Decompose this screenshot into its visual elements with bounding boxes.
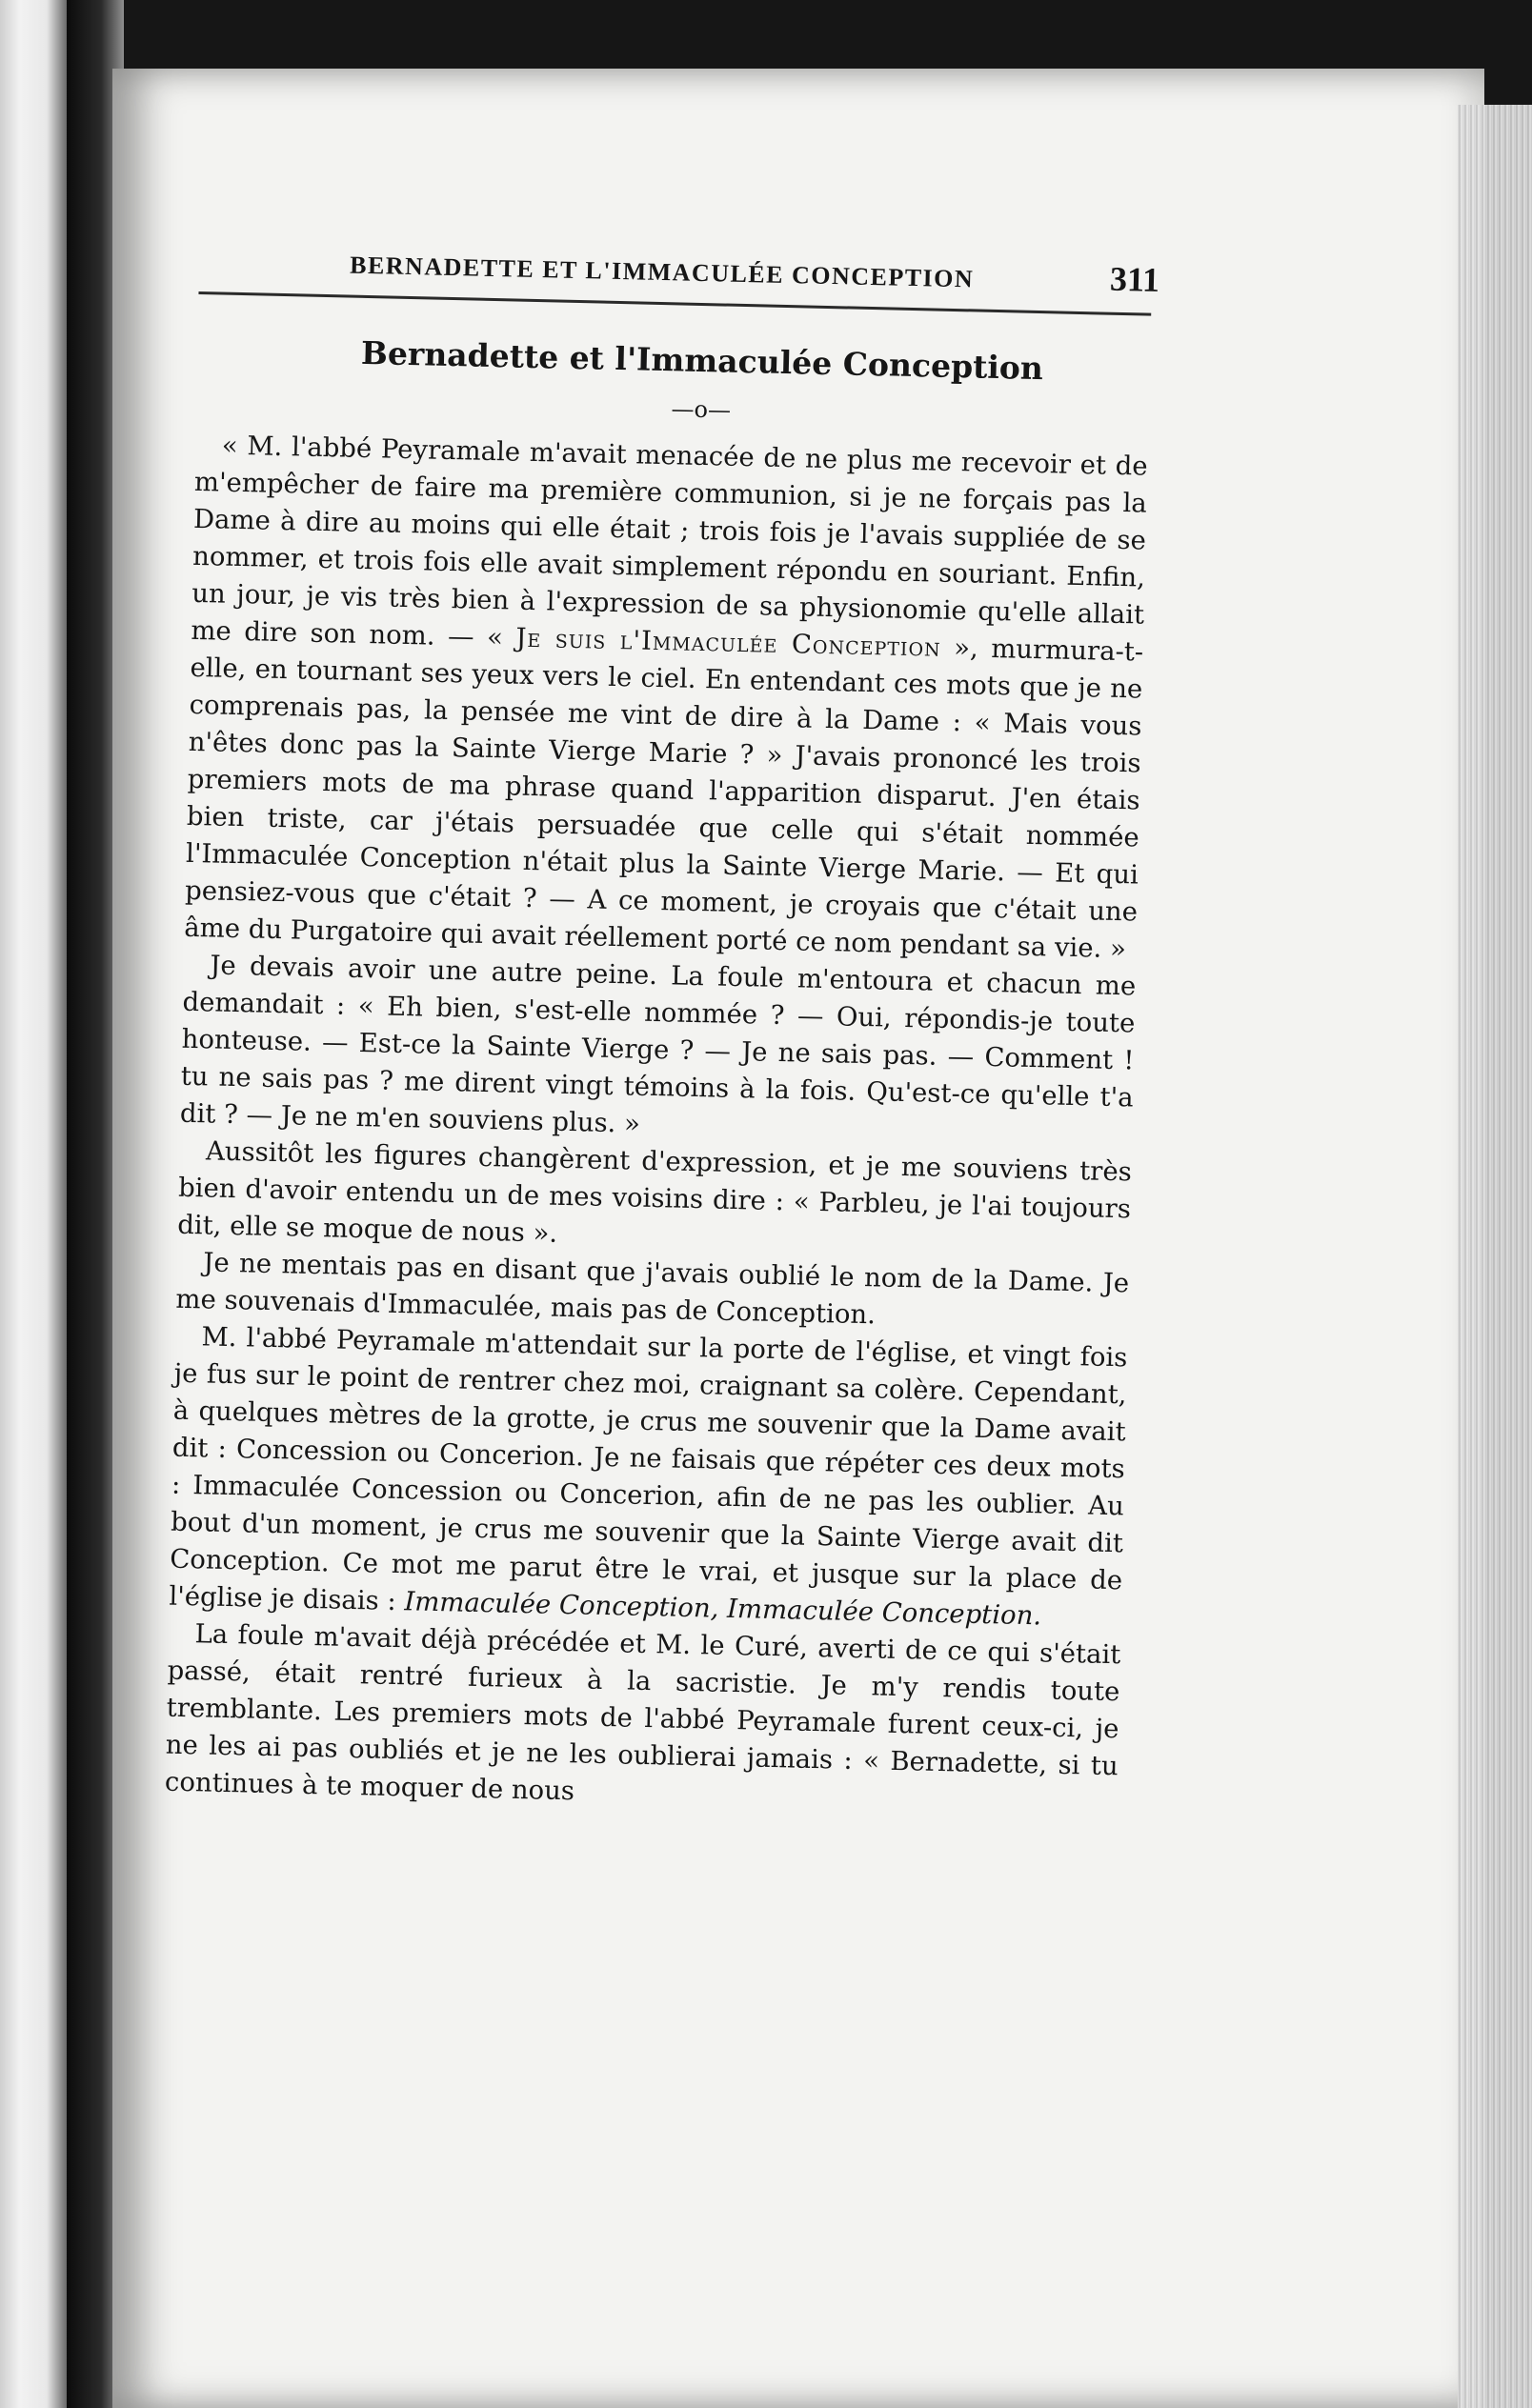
- paragraph-4: Je ne mentais pas en disant que j'avais oublié le nom de la Dame. Je me souvenais d'Immaculée, mais pas de Conception.: [175, 1247, 1130, 1331]
- immaculate-conception-quote: Je suis l'Immaculée Conception: [515, 622, 942, 663]
- paragraph-5: [169, 1318, 1128, 1637]
- paragraph-1-text-a: « M. l'abbé Peyramale m'avait menacée de ne plus me recevoir et de m'empêcher de faire ma première communion, si je ne forçais pas la Dame à dire au moins qui elle était ; trois fois je l'avais suppliée de se nommer, et trois fois elle avait simplement répondu en souriant. Enfin, un jour, je vis très bien à l'expression de sa physionomie qu'elle allait me dire son nom. — «: [191, 430, 1148, 653]
- page-edges-stack: [1458, 105, 1532, 2408]
- page-number: 311: [1109, 259, 1160, 299]
- chapter-title: Bernadette et l'Immaculée Conception: [360, 333, 1044, 388]
- paragraph-1: [184, 427, 1148, 969]
- paragraph-2: Je devais avoir une autre peine. La foule m'entoura et chacun me demandait : « Eh bien, s'est-elle nommée ? — Oui, répondis-je toute honteuse. — Est-ce la Sainte Vierge ? — Je ne sais pas. — Comment ! tu ne sais pas ? me dirent vingt témoins à la fois. Qu'est-ce qu'elle t'a dit ? — Je ne m'en souviens plus. »: [179, 950, 1137, 1139]
- paragraph-5-italic: Immaculée Conception, Immaculée Conception.: [404, 1586, 1042, 1632]
- page-text-block: [164, 229, 1160, 1822]
- running-title: BERNADETTE ET L'IMMACULÉE CONCEPTION: [349, 251, 975, 293]
- paragraph-6: La foule m'avait déjà précédée et M. le Curé, averti de ce qui s'était passé, était rentré furieux à la sacristie. Je m'y rendis toute tremblante. Les premiers mots de l'abbé Peyramale furent ceux-ci, je ne les ai pas oubliés et je ne les oublierai jamais : « Bernadette, si tu continues à te moquer de nous: [164, 1618, 1121, 1807]
- paragraph-5-text: M. l'abbé Peyramale m'attendait sur la porte de l'église, et vingt fois je fus sur le point de rentrer chez moi, craignant sa colère. Cependant, à quelques mètres de la grotte, je crus me souvenir que la Dame avait dit : Concession ou Concerion. Je ne faisais que répéter ces deux mots : Immaculée Concession ou Concerion, afin de ne pas les oublier. Au bout d'un moment, je crus me souvenir que la Sainte Vierge avait dit Conception. Ce mot me parut être le vrai, et jusque sur la place de l'église je disais :: [169, 1321, 1128, 1617]
- previous-page-edge: [0, 0, 67, 2408]
- paragraph-1-text-b: », murmura-t-elle, en tournant ses yeux vers le ciel. En entendant ces mots que je ne comprenais pas, la pensée me vint de dire à la Dame : « Mais vous n'êtes donc pas la Sainte Vierge Marie ? » J'avais prononcé les trois premiers mots de ma phrase quand l'apparition disparut. J'en étais bien triste, car j'étais persuadée que celle qui s'était nommée l'Immaculée Conception n'était plus la Sainte Vierge Marie. — Et qui pensiez-vous que c'était ? — A ce moment, je croyais que c'était une âme du Purgatoire qui avait réellement porté ce nom pendant sa vie. »: [183, 632, 1144, 965]
- paragraph-3: Aussitôt les figures changèrent d'expression, et je me souviens très bien d'avoir entendu un de mes voisins dire : « Parbleu, je l'ai toujours dit, elle se moque de nous ».: [176, 1135, 1133, 1249]
- title-separator: —o—: [671, 395, 732, 424]
